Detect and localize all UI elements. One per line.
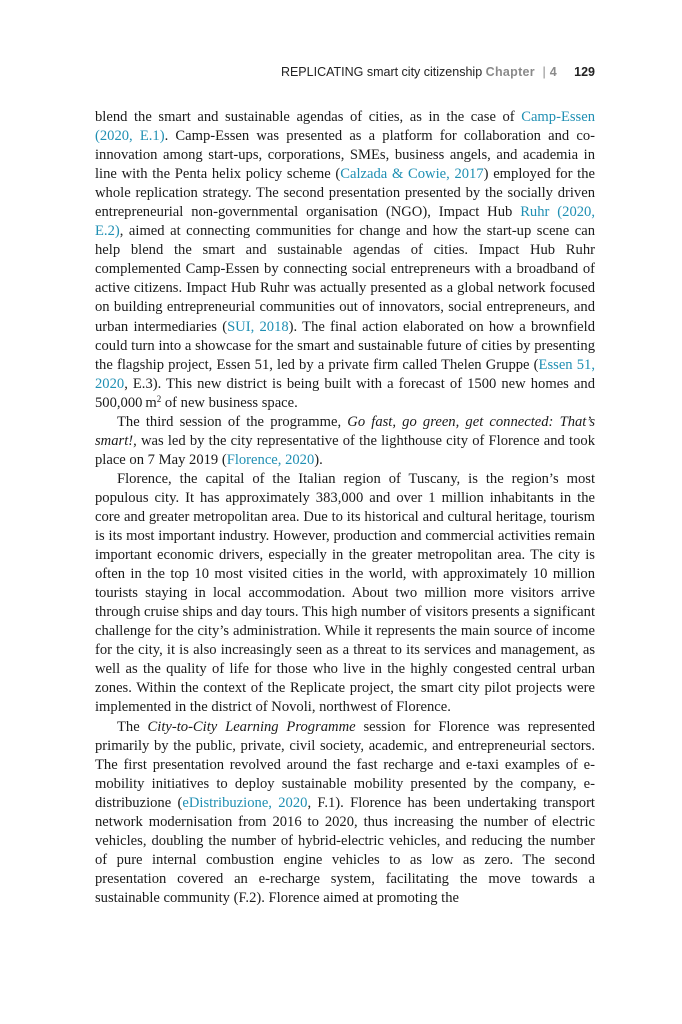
text-run: , aimed at connecting communities for change and how the start-up scene can help blend the smart and sustainable agendas of cities. Impact Hub Ruhr complemented Camp-Essen by connecting social entrepreneurs with a broadband of active citizens. Impact Hub Ruhr was actually presented as a global network focused on building entrepreneurial communities out of innovators, social entrepreneurs, and urban intermediaries (: [95, 223, 595, 335]
paragraph-2: [95, 413, 595, 470]
text-run: ). The final action elaborated on how a brownfield could turn into a showcase for the smart and sustainable future of cities by presenting the flagship project, Essen 51, led by a private firm called Thelen Gruppe (: [95, 318, 596, 373]
text-run: The: [117, 718, 148, 735]
page-number: 129: [574, 65, 595, 79]
text-run: , F.1). Florence has been undertaking transport network modernisation from 2016 to 2020, thus increasing the number of electric vehicles, doubling the number of hybrid-electric vehicles, and reducing the number of pure internal combustion engine vehicles to as low as zero. The second presentation covered an e-recharge system, facilitating the move towards a sustainable community (F.2). Florence aimed at promoting the: [95, 794, 595, 906]
running-title: REPLICATING smart city citizenship: [280, 65, 483, 79]
text-run: The third session of the programme,: [117, 413, 348, 430]
chapter-number: 4: [549, 65, 557, 79]
text-run: , was led by the city representative of the lighthouse city of Florence and took place on 7 May 2019 (: [95, 432, 595, 468]
session-title: Go fast, go green, get connected: That’s smart!: [95, 413, 595, 449]
citation-link[interactable]: Camp-Essen (2020, E.1): [95, 109, 595, 145]
header-separator: |: [542, 65, 546, 79]
citation-link[interactable]: Florence, 2020: [226, 451, 315, 468]
text-run: ) employed for the whole replication strategy. The second presentation presented by the socially driven entrepreneurial non-governmental organisation (NGO), Impact Hub: [95, 166, 595, 221]
text-run: , E.3). This new district is being built with a forecast of 1500 new homes and 500,000 m: [95, 375, 595, 411]
programme-title: City-to-City Learning Programme: [147, 718, 356, 735]
text-run: ).: [314, 451, 323, 468]
text-run: session for Florence was represented primarily by the public, private, civil society, academic, and entrepreneurial sectors. The first presentation revolved around the fast recharge and e-taxi examples of e-mobility initiatives to deploy sustainable mobility presented by the company, e-distribuzione (: [95, 718, 596, 811]
citation-link[interactable]: Essen 51, 2020: [95, 356, 595, 392]
paragraph-1: [95, 108, 595, 413]
superscript: 2: [156, 393, 162, 404]
chapter-label: Chapter: [485, 65, 535, 79]
paragraph-4: [95, 718, 595, 908]
citation-link[interactable]: eDistribuzione, 2020: [182, 794, 308, 811]
paragraph-3: Florence, the capital of the Italian region of Tuscany, is the region’s most populous city. It has approximately 383,000 and over 1 million inhabitants in the core and greater metropolitan area. Due to its historical and cultural heritage, tourism is its most important industry. However, production and commercial activities remain important economic drivers, especially in the greater metropolitan area. The city is often in the top 10 most visited cities in the world, with approximately 10 million tourists staying in local accommodation. About two million more visitors arrive through cruise ships and day tours. This high number of visitors presents a significant challenge for the city’s administration. While it represents the main source of income for the city, it is also increasingly seen as a threat to its services and management, as well as the quality of life for those who live in the highly congested central urban zones. Within the context of the Replicate project, the smart city pilot projects were implemented in the district of Novoli, northwest of Florence.: [95, 470, 595, 716]
citation-link[interactable]: Calzada & Cowie, 2017: [340, 166, 484, 183]
citation-link[interactable]: SUI, 2018: [227, 318, 289, 335]
citation-link[interactable]: Ruhr (2020, E.2): [95, 204, 595, 240]
body-text: [95, 108, 595, 908]
text-run: blend the smart and sustainable agendas of cities, as in the case of: [95, 109, 522, 125]
text-run: of new business space.: [161, 394, 298, 411]
running-header: [281, 64, 595, 80]
text-run: . Camp-Essen was presented as a platform for collaboration and co-innovation among start-ups, corporations, SMEs, business angels, and academia in line with the Penta helix policy scheme (: [95, 128, 595, 183]
